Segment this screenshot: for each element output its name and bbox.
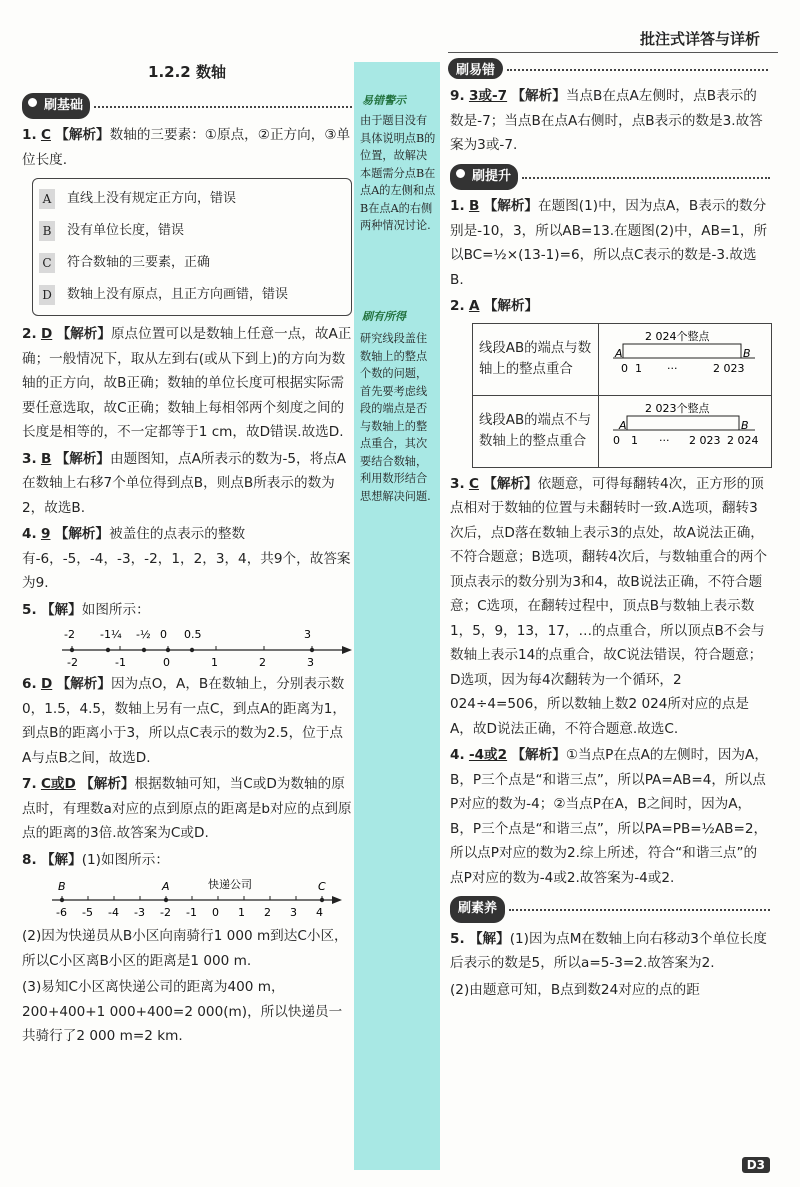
analysis-text: 因为点O，A，B在数轴上，分别表示数0，1.5，4.5，数轴上另有一点C，到点A的距离为1，到点B的距离小于3，所以点C表示的数为2.5，位于点A与点B之间，故选D. bbox=[22, 676, 347, 766]
point-dot bbox=[190, 648, 194, 652]
left-column bbox=[22, 58, 352, 1051]
tick-label: 0 bbox=[163, 656, 170, 669]
gain-note: 研究线段盖住数轴上的整点个数的问题，首先要考虑线段的端点是否与数轴上的整点重合，其次要结合数轴，利用数形结合思想解决问题. bbox=[360, 332, 431, 503]
question-number: 9. bbox=[450, 88, 465, 104]
literacy-5 bbox=[450, 927, 770, 976]
table-cell bbox=[599, 323, 772, 395]
point-dot bbox=[166, 648, 170, 652]
option-text: 符合数轴的三要素，正确 bbox=[67, 254, 211, 270]
point-dot bbox=[310, 648, 314, 652]
header-rule bbox=[448, 52, 778, 53]
question-number: 6. bbox=[22, 676, 37, 692]
label-b: B bbox=[743, 346, 751, 360]
analysis-tag: 【解析】 bbox=[511, 747, 566, 763]
option-text: 数轴上没有原点，且正方向画错，错误 bbox=[67, 286, 289, 302]
question-8 bbox=[22, 848, 352, 873]
answer: B bbox=[40, 450, 52, 467]
badge-label: 刷易错 bbox=[448, 58, 503, 79]
tick-label: -2 bbox=[67, 656, 78, 669]
option-letter: C bbox=[39, 253, 55, 273]
tick-label: 2 bbox=[259, 656, 266, 669]
answer: A bbox=[468, 298, 480, 314]
segment-table bbox=[472, 323, 772, 468]
analysis-tag: 【解析】 bbox=[56, 326, 111, 342]
tick-label: -2 bbox=[160, 906, 171, 919]
solution-tag: 【解】 bbox=[40, 601, 82, 618]
number-line-q5 bbox=[62, 624, 362, 670]
analysis-text: 依题意，可得每翻转4次，正方形的顶点相对于数轴的位置与未翻转时一致.A选项，翻转3次后，点D落在数轴上表示3的点处，故A说法正确，不符合题意；B选项，翻转4次后，与数轴重合的两个顶点表示的数分别为3和4，故B说法正确，不符合题意；C选项，在翻转过程中，顶点B与数轴上表示数1，5，9，13，17，…的点重合，所以顶点B不会与数轴上表示14的点重合，故C说法错误，符合题意；D选项，因为每4次翻转为一个循环，2 024÷4=506，所以数轴上数2 024所对应的点是A，故D说法正确，不符合题意.故选C. bbox=[450, 475, 768, 737]
question-number: 3. bbox=[450, 475, 465, 492]
question-1 bbox=[22, 123, 352, 172]
analysis-tag: 【解析】 bbox=[483, 198, 539, 214]
answer: D bbox=[40, 326, 53, 342]
warning-note: 由于题目没有具体说明点B的位置，故解决本题需分点B在点A的左侧和点B在点A的右侧两种情况讨论. bbox=[360, 114, 436, 232]
point-label: C bbox=[318, 880, 326, 893]
tick-label: -3 bbox=[134, 906, 145, 919]
question-5 bbox=[22, 598, 352, 623]
table-cell: 线段AB的端点不与数轴上的整点重合 bbox=[473, 395, 599, 467]
badge-dots bbox=[509, 909, 770, 911]
solution-text: (1)因为点M在数轴上向右移动3个单位长度后表示的数是5，所以a=5-3=2.故答案为2. bbox=[450, 930, 767, 971]
segment-bracket bbox=[623, 344, 741, 358]
analysis-text: 被盖住的点表示的整数有-6，-5，-4，-3，-2，1，2，3，4，共9个，故答案为9. bbox=[22, 526, 351, 591]
tick-label: ··· bbox=[659, 433, 670, 447]
warning-heading: 易错警示 bbox=[362, 94, 406, 107]
point-label: B bbox=[58, 880, 66, 893]
label-a: A bbox=[619, 418, 627, 432]
segment-bracket bbox=[627, 416, 739, 430]
tick-label: -5 bbox=[82, 906, 93, 919]
question-number: 1. bbox=[450, 198, 465, 214]
tick-label: 2 bbox=[264, 906, 271, 919]
axis-arrow bbox=[332, 896, 342, 904]
analysis-text: 由题图知，点A所表示的数为-5，将点A在数轴上右移7个单位得到点B，则点B所表示的数为2，故选B. bbox=[22, 450, 347, 516]
point-dot bbox=[164, 898, 168, 902]
question-2 bbox=[22, 322, 352, 445]
analysis-tag: 【解析】 bbox=[483, 298, 539, 314]
answer: D bbox=[40, 676, 53, 692]
axis-arrow bbox=[342, 646, 352, 654]
table-row bbox=[473, 395, 772, 467]
figure-count: 2 023个整点 bbox=[645, 401, 710, 415]
tick-label: 0 bbox=[621, 361, 628, 375]
improve-4 bbox=[450, 743, 770, 890]
badge bbox=[448, 58, 768, 79]
analysis-tag: 【解析】 bbox=[55, 450, 111, 467]
improve-badge bbox=[450, 164, 770, 191]
analysis-text: 根据数轴可知，当C或D为数轴的原点时，有理数a对应的点到原点的距离是b对应的点到原点的距离的3倍.故答案为C或D. bbox=[22, 776, 352, 841]
option-box bbox=[32, 178, 352, 316]
point-dot bbox=[60, 898, 64, 902]
option-letter: D bbox=[39, 285, 55, 305]
point-dot bbox=[142, 648, 146, 652]
point-dot bbox=[70, 648, 74, 652]
tick-label: 4 bbox=[316, 906, 323, 919]
analysis-text: 原点位置可以是数轴上任意一点，故A正确；一般情况下，取从左到右(或从下到上)的方向为数轴的正方向，故B正确；数轴的单位长度可根据实际需要任意选取，故C正确；数轴上每相邻两个刻度之间的长度是相等的，不一定都等于1 cm，故D错误.故选D. bbox=[22, 326, 352, 440]
point-dot bbox=[106, 648, 110, 652]
company-label: 快递公司 bbox=[208, 878, 252, 891]
question-number: 4. bbox=[450, 747, 465, 763]
point-label: -½ bbox=[136, 628, 151, 641]
analysis-tag: 【解析】 bbox=[54, 526, 110, 542]
question-3 bbox=[22, 447, 352, 521]
badge-label: 刷基础 bbox=[22, 93, 90, 120]
question-number: 2. bbox=[22, 326, 37, 342]
point-label: -2 bbox=[64, 628, 75, 641]
point-label: 3 bbox=[304, 628, 311, 641]
basic-badge bbox=[22, 93, 352, 120]
analysis-tag: 【解析】 bbox=[80, 776, 135, 792]
tick-label: 2 024 bbox=[727, 433, 759, 447]
segment-figure-2 bbox=[605, 400, 765, 456]
tick-label: 1 bbox=[211, 656, 218, 669]
analysis-tag: 【解析】 bbox=[483, 475, 538, 492]
tick-label: 2 023 bbox=[713, 361, 745, 375]
improve-3 bbox=[450, 472, 770, 742]
option-row bbox=[39, 183, 345, 215]
analysis-text: 在题图(1)中，因为点A，B表示的数分别是-10，3，所以AB=13.在题图(2)中，AB=1，所以BC=½×(13-1)=6，所以点C表示的数是-3.故选B. bbox=[450, 198, 768, 288]
solution-text: (1)如图所示： bbox=[81, 851, 169, 868]
question-number: 8. bbox=[22, 851, 37, 868]
solution-text: 如图所示： bbox=[81, 601, 150, 618]
running-header: 批注式详答与详析 bbox=[639, 30, 760, 48]
improve-1 bbox=[450, 194, 770, 292]
tick-label: -1 bbox=[186, 906, 197, 919]
badge-dots bbox=[522, 177, 770, 179]
answer: B bbox=[468, 198, 480, 214]
analysis-text: 数轴的三要素：①原点，②正方向，③单位长度. bbox=[22, 127, 351, 168]
option-letter: A bbox=[39, 189, 55, 209]
tick-label: -6 bbox=[56, 906, 67, 919]
gain-heading: 刷有所得 bbox=[362, 310, 406, 323]
answer: C bbox=[468, 475, 479, 492]
table-cell: 线段AB的端点与数轴上的整点重合 bbox=[473, 323, 599, 395]
analysis-text: 当点B在点A左侧时，点B表示的数是-7；当点B在点A右侧时，点B表示的数是3.故答案为3或-7. bbox=[450, 88, 763, 153]
analysis-tag: 【解析】 bbox=[511, 88, 566, 104]
badge-label: 刷提升 bbox=[450, 164, 518, 191]
label-b: B bbox=[741, 418, 749, 432]
number-line-q8 bbox=[32, 874, 352, 922]
tick-label: 1 bbox=[635, 361, 642, 375]
analysis-tag: 【解析】 bbox=[55, 127, 110, 143]
option-text: 没有单位长度，错误 bbox=[67, 222, 185, 238]
badge-label: 刷素养 bbox=[450, 896, 505, 923]
badge-dots bbox=[94, 106, 352, 108]
question-4 bbox=[22, 522, 352, 596]
tick-label: -4 bbox=[108, 906, 119, 919]
error-badge bbox=[448, 58, 768, 79]
solution-tag: 【解】 bbox=[468, 930, 510, 947]
tick-label: -1 bbox=[115, 656, 126, 669]
question-number: 4. bbox=[22, 526, 37, 542]
right-column bbox=[450, 82, 770, 1004]
point-label: A bbox=[162, 880, 170, 893]
tick-label: 3 bbox=[307, 656, 314, 669]
answer: C bbox=[40, 127, 51, 143]
option-row bbox=[39, 215, 345, 247]
analysis-text: ①当点P在点A的左侧时，因为A，B，P三个点是“和谐三点”，所以PA=AB=4，所以点P对应的数为-4；②当点P在A，B之间时，因为A，B，P三个点是“和谐三点”，所以PA=PB=½AB=2，所以点P对应的数为2.综上所述，符合“和谐三点”的点P对应的数为-4或2.故答案为-4或2. bbox=[450, 747, 768, 886]
segment-figure-1 bbox=[605, 328, 765, 384]
option-row bbox=[39, 247, 345, 279]
question-number: 1. bbox=[22, 127, 37, 143]
tick-label: 0 bbox=[212, 906, 219, 919]
option-letter: B bbox=[39, 221, 55, 241]
q8-part2: (2)因为快递员从B小区向南骑行1 000 m到达C小区，所以C小区离B小区的距离是1 000 m. bbox=[22, 928, 348, 969]
point-label: 0.5 bbox=[184, 628, 202, 641]
improve-2 bbox=[450, 294, 770, 319]
analysis-tag: 【解析】 bbox=[56, 676, 111, 692]
answer: 3或-7 bbox=[468, 88, 508, 104]
question-number: 7. bbox=[22, 776, 37, 792]
answer: 9 bbox=[40, 526, 51, 542]
solution-tag: 【解】 bbox=[40, 851, 82, 868]
table-cell bbox=[599, 395, 772, 467]
question-number: 5. bbox=[22, 601, 37, 618]
answer: C或D bbox=[40, 776, 76, 792]
point-dot bbox=[320, 898, 324, 902]
point-label: -1¼ bbox=[100, 628, 122, 641]
literacy-5-part2: (2)由题意可知，B点到数24对应的点的距 bbox=[450, 981, 700, 998]
q8-part3: (3)易知C小区离快递公司的距离为400 m，200+400+1 000+400=2 000(m)，所以快递员一共骑行了2 000 m=2 km. bbox=[22, 979, 343, 1044]
section-title: 1.2.2 数轴 bbox=[148, 63, 226, 81]
literacy-badge bbox=[450, 896, 770, 923]
label-a: A bbox=[615, 346, 623, 360]
badge-dots bbox=[507, 69, 768, 71]
point-label: 0 bbox=[160, 628, 167, 641]
tick-label: 0 bbox=[613, 433, 620, 447]
table-row bbox=[473, 323, 772, 395]
question-6 bbox=[22, 672, 352, 770]
tick-label: 1 bbox=[631, 433, 638, 447]
answer: -4或2 bbox=[468, 747, 508, 763]
tick-label: 2 023 bbox=[689, 433, 721, 447]
question-number: 5. bbox=[450, 930, 465, 947]
option-row bbox=[39, 279, 345, 311]
figure-count: 2 024个整点 bbox=[645, 329, 710, 343]
tick-label: 1 bbox=[238, 906, 245, 919]
question-number: 2. bbox=[450, 298, 465, 314]
page-number: D3 bbox=[742, 1157, 770, 1173]
option-text: 直线上没有规定正方向，错误 bbox=[67, 190, 237, 206]
question-number: 3. bbox=[22, 450, 37, 467]
tick-label: 3 bbox=[290, 906, 297, 919]
question-9 bbox=[450, 84, 770, 158]
tick-label: ··· bbox=[667, 361, 678, 375]
question-7 bbox=[22, 772, 352, 846]
